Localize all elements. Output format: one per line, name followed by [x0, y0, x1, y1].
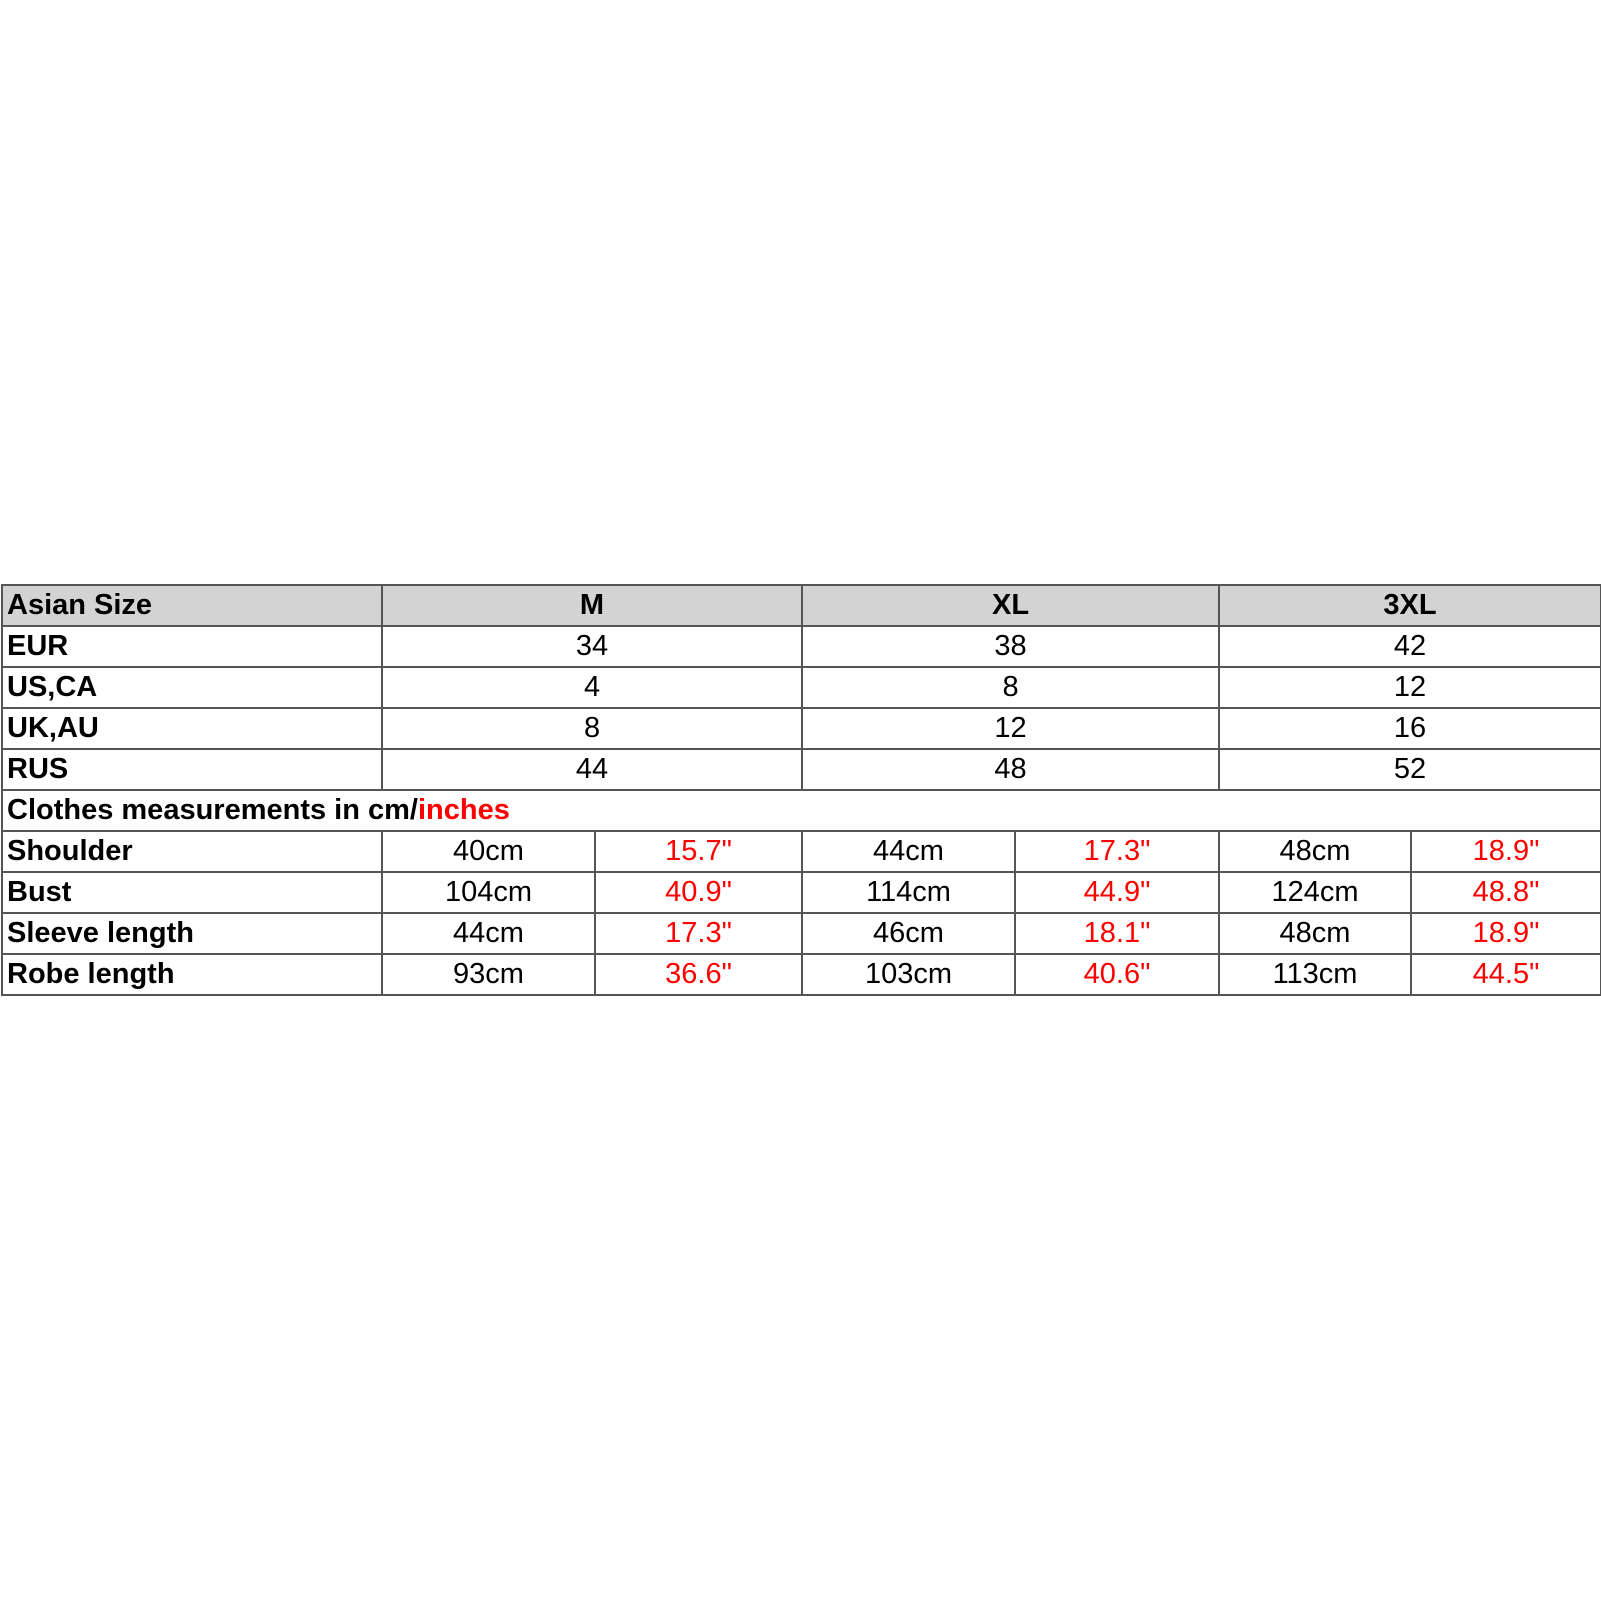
row-label-robe-length: Robe length [2, 954, 382, 995]
table-cell: 12 [1219, 667, 1601, 708]
table-cell: 8 [802, 667, 1219, 708]
table-cell: 4 [382, 667, 802, 708]
table-cell: 104cm [382, 872, 595, 913]
row-label-bust: Bust [2, 872, 382, 913]
row-label-shoulder: Shoulder [2, 831, 382, 872]
table-row [2, 749, 1601, 790]
table-cell: 17.3" [595, 913, 802, 954]
table-cell: 44cm [382, 913, 595, 954]
table-cell: 17.3" [1015, 831, 1219, 872]
table-cell: 114cm [802, 872, 1015, 913]
table-row [2, 831, 1601, 872]
row-label-us-ca: US,CA [2, 667, 382, 708]
table-cell: 18.9" [1411, 913, 1601, 954]
table-cell: 18.9" [1411, 831, 1601, 872]
table-cell: 48.8" [1411, 872, 1601, 913]
table-cell: 40.9" [595, 872, 802, 913]
table-cell: 44.9" [1015, 872, 1219, 913]
table-cell: 44.5" [1411, 954, 1601, 995]
table-cell: 12 [802, 708, 1219, 749]
size-chart-table [1, 584, 1601, 996]
measurements-title-row [2, 790, 1601, 831]
size-header-row [2, 585, 1601, 626]
table-row [2, 954, 1601, 995]
size-m-header: M [382, 585, 802, 626]
table-cell: 15.7" [595, 831, 802, 872]
row-label-rus: RUS [2, 749, 382, 790]
table-cell: 46cm [802, 913, 1015, 954]
row-label-sleeve-length: Sleeve length [2, 913, 382, 954]
size-3xl-header: 3XL [1219, 585, 1601, 626]
table-cell: 40cm [382, 831, 595, 872]
measurements-title-inches: inches [417, 794, 510, 826]
table-cell: 113cm [1219, 954, 1411, 995]
table-row [2, 913, 1601, 954]
table-cell: 40.6" [1015, 954, 1219, 995]
table-cell: 42 [1219, 626, 1601, 667]
row-label-uk-au: UK,AU [2, 708, 382, 749]
table-cell: 48cm [1219, 913, 1411, 954]
table-cell: 44 [382, 749, 802, 790]
table-cell: 93cm [382, 954, 595, 995]
table-cell: 38 [802, 626, 1219, 667]
table-cell: 34 [382, 626, 802, 667]
table-cell: 48 [802, 749, 1219, 790]
table-cell: 52 [1219, 749, 1601, 790]
table-cell: 48cm [1219, 831, 1411, 872]
measurements-title [2, 790, 1601, 831]
row-label-eur: EUR [2, 626, 382, 667]
measurements-title-prefix: Clothes measurements in cm/ [7, 794, 418, 826]
table-cell: 18.1" [1015, 913, 1219, 954]
table-row [2, 708, 1601, 749]
table-cell: 44cm [802, 831, 1015, 872]
table-row [2, 667, 1601, 708]
asian-size-label: Asian Size [2, 585, 382, 626]
table-cell: 36.6" [595, 954, 802, 995]
table-cell: 124cm [1219, 872, 1411, 913]
table-row [2, 626, 1601, 667]
table-cell: 103cm [802, 954, 1015, 995]
table-cell: 8 [382, 708, 802, 749]
table-cell: 16 [1219, 708, 1601, 749]
size-xl-header: XL [802, 585, 1219, 626]
table-row [2, 872, 1601, 913]
